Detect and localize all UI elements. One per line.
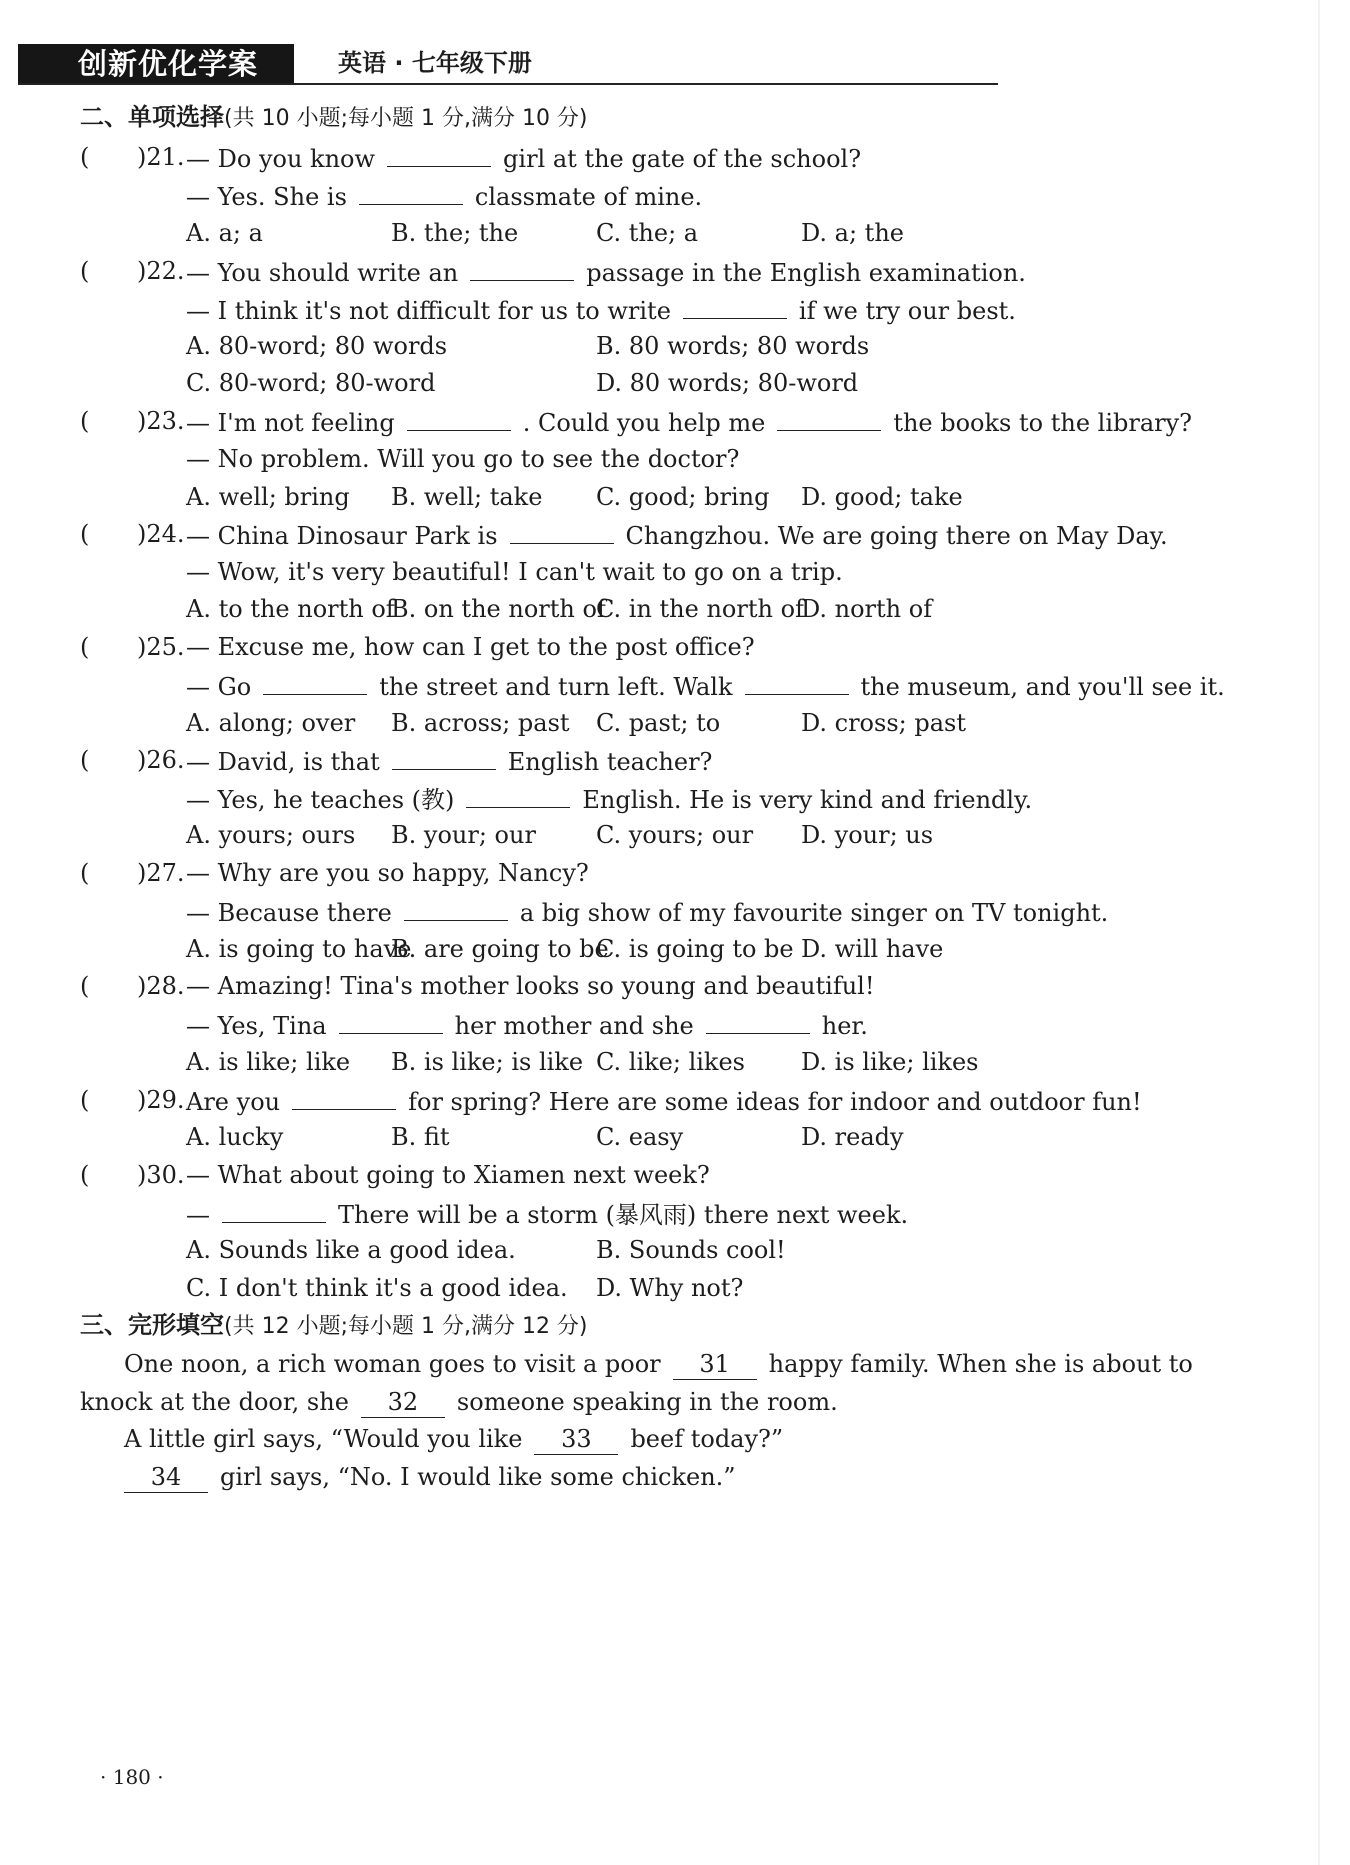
- option-d: D. is like; likes: [801, 1048, 979, 1076]
- answer-blank[interactable]: [387, 140, 491, 167]
- line-text: — Do you know: [186, 145, 376, 173]
- line-text: — China Dinosaur Park is: [186, 522, 498, 550]
- question-line: — Excuse me, how can I get to the post office?: [186, 633, 755, 661]
- line-text: — Go: [186, 673, 252, 701]
- question-line: [186, 254, 1026, 290]
- line-text: . Could you help me: [522, 409, 766, 437]
- line-text: — I think it's not difficult for us to write: [186, 297, 671, 325]
- option-c: C. in the north of: [596, 595, 804, 623]
- line-text: girl at the gate of the school?: [503, 145, 862, 173]
- cloze-paragraph-line: [124, 1347, 1193, 1381]
- answer-blank[interactable]: [470, 254, 574, 281]
- section-3-heading: [80, 1308, 588, 1344]
- line-text: — David, is that: [186, 748, 380, 776]
- page-number: · 180 ·: [100, 1765, 164, 1789]
- option-c: C. I don't think it's a good idea.: [186, 1274, 568, 1302]
- option-b: B. on the north of: [391, 595, 606, 623]
- cloze-text: One noon, a rich woman goes to visit a poor: [124, 1350, 661, 1378]
- line-text: — Yes, Tina: [186, 1012, 327, 1040]
- answer-blank[interactable]: [777, 404, 881, 431]
- question-number: )21.: [137, 143, 185, 171]
- answer-paren: (: [80, 633, 90, 661]
- option-d: D. north of: [801, 595, 933, 623]
- cloze-paragraph-line: [124, 1422, 783, 1456]
- line-text: English teacher?: [507, 748, 713, 776]
- answer-blank[interactable]: [466, 781, 570, 808]
- answer-blank[interactable]: [222, 1196, 326, 1223]
- line-text: for spring? Here are some ideas for indoor and outdoor fun!: [408, 1088, 1142, 1116]
- answer-paren: (: [80, 407, 90, 435]
- option-d: D. ready: [801, 1123, 904, 1151]
- question-line: — What about going to Xiamen next week?: [186, 1161, 710, 1189]
- question-number: )27.: [137, 859, 185, 887]
- option-c: C. good; bring: [596, 483, 770, 511]
- option-a: A. to the north of: [186, 595, 395, 623]
- question-number: )30.: [137, 1161, 185, 1189]
- line-text: classmate of mine.: [474, 183, 703, 211]
- section-3-note: (共 12 小题;每小题 1 分,满分 12 分): [224, 1314, 588, 1339]
- option-c: C. 80-word; 80-word: [186, 369, 436, 397]
- option-a: A. is going to have: [186, 935, 412, 963]
- line-text: — Yes. She is: [186, 183, 347, 211]
- answer-paren: (: [80, 143, 90, 171]
- line-text: the books to the library?: [893, 409, 1193, 437]
- answer-blank[interactable]: [404, 894, 508, 921]
- answer-paren: (: [80, 1161, 90, 1189]
- line-text: —: [186, 1201, 210, 1229]
- question-line: [186, 781, 1032, 817]
- option-b: B. well; take: [391, 483, 543, 511]
- line-text: — I'm not feeling: [186, 409, 395, 437]
- cloze-blank-31[interactable]: 31: [673, 1349, 757, 1380]
- book-series-badge: 创新优化学案: [18, 44, 294, 84]
- answer-paren: (: [80, 520, 90, 548]
- line-text: the museum, and you'll see it.: [860, 673, 1225, 701]
- option-a: A. lucky: [186, 1123, 284, 1151]
- cloze-text: happy family. When she is about to: [768, 1350, 1193, 1378]
- cloze-blank-32[interactable]: 32: [361, 1387, 445, 1418]
- cloze-text: A little girl says, “Would you like: [124, 1425, 523, 1453]
- answer-blank[interactable]: [745, 668, 849, 695]
- option-b: B. are going to be: [391, 935, 609, 963]
- option-c: C. like; likes: [596, 1048, 745, 1076]
- line-text: Are you: [186, 1088, 281, 1116]
- header-rule: [18, 83, 998, 85]
- line-text: passage in the English examination.: [586, 259, 1026, 287]
- line-text: a big show of my favourite singer on TV tonight.: [519, 899, 1109, 927]
- section-2-title: 二、单项选择: [80, 103, 224, 131]
- question-line: [186, 404, 1192, 440]
- cloze-text: someone speaking in the room.: [456, 1388, 838, 1416]
- option-a: A. is like; like: [186, 1048, 351, 1076]
- cloze-paragraph-line: [112, 1460, 736, 1494]
- option-d: D. good; take: [801, 483, 963, 511]
- line-text: — Yes, he teaches (教): [186, 786, 455, 814]
- question-line: [186, 140, 861, 176]
- question-line: [186, 292, 1016, 328]
- question-line: — Amazing! Tina's mother looks so young and beautiful!: [186, 972, 875, 1000]
- option-b: B. across; past: [391, 709, 570, 737]
- option-d: D. will have: [801, 935, 944, 963]
- line-text: the street and turn left. Walk: [379, 673, 733, 701]
- answer-paren: (: [80, 746, 90, 774]
- line-text: Changzhou. We are going there on May Day.: [625, 522, 1168, 550]
- line-text: if we try our best.: [798, 297, 1016, 325]
- line-text: English. He is very kind and friendly.: [582, 786, 1033, 814]
- cloze-text: girl says, “No. I would like some chicken.”: [220, 1463, 736, 1491]
- question-line: [186, 894, 1108, 930]
- question-line: — Wow, it's very beautiful! I can't wait to go on a trip.: [186, 558, 843, 586]
- option-b: B. Sounds cool!: [596, 1236, 786, 1264]
- question-line: [186, 517, 1168, 553]
- question-number: )26.: [137, 746, 185, 774]
- option-c: C. yours; our: [596, 821, 754, 849]
- option-a: A. yours; ours: [186, 821, 356, 849]
- answer-paren: (: [80, 257, 90, 285]
- option-b: B. the; the: [391, 219, 519, 247]
- cloze-blank-33[interactable]: 33: [534, 1424, 618, 1455]
- answer-paren: (: [80, 972, 90, 1000]
- cloze-text: beef today?”: [630, 1425, 784, 1453]
- section-2-note: (共 10 小题;每小题 1 分,满分 10 分): [224, 106, 588, 131]
- option-b: B. your; our: [391, 821, 536, 849]
- option-c: C. past; to: [596, 709, 721, 737]
- line-text: her mother and she: [454, 1012, 694, 1040]
- answer-blank[interactable]: [683, 292, 787, 319]
- option-a: A. 80-word; 80 words: [186, 332, 448, 360]
- answer-blank[interactable]: [407, 404, 511, 431]
- question-line: — No problem. Will you go to see the doctor?: [186, 445, 740, 473]
- scan-edge: [1318, 0, 1320, 1865]
- option-d: D. cross; past: [801, 709, 966, 737]
- line-text: — Because there: [186, 899, 392, 927]
- answer-paren: (: [80, 1086, 90, 1114]
- question-number: )22.: [137, 257, 185, 285]
- question-number: )25.: [137, 633, 185, 661]
- question-number: )23.: [137, 407, 185, 435]
- line-text: There will be a storm (暴风雨) there next week.: [338, 1201, 909, 1229]
- cloze-paragraph-line: [80, 1385, 838, 1419]
- question-number: )29.: [137, 1086, 185, 1114]
- answer-blank[interactable]: [292, 1083, 396, 1110]
- answer-blank[interactable]: [392, 743, 496, 770]
- answer-paren: (: [80, 859, 90, 887]
- question-line: [186, 743, 712, 779]
- option-d: D. Why not?: [596, 1274, 744, 1302]
- question-line: — Why are you so happy, Nancy?: [186, 859, 589, 887]
- question-line: [186, 178, 702, 214]
- option-c: C. easy: [596, 1123, 684, 1151]
- question-line: [186, 1083, 1142, 1119]
- option-d: D. your; us: [801, 821, 934, 849]
- cloze-text: knock at the door, she: [80, 1388, 349, 1416]
- answer-blank[interactable]: [359, 178, 463, 205]
- question-number: )24.: [137, 520, 185, 548]
- answer-blank[interactable]: [706, 1007, 810, 1034]
- section-2-heading: [80, 100, 588, 136]
- answer-blank[interactable]: [339, 1007, 443, 1034]
- question-line: [186, 668, 1225, 704]
- answer-blank[interactable]: [263, 668, 367, 695]
- option-b: B. 80 words; 80 words: [596, 332, 870, 360]
- cloze-blank-34[interactable]: 34: [124, 1462, 208, 1493]
- option-c: C. is going to be: [596, 935, 794, 963]
- subject-title: 英语 · 七年级下册: [338, 49, 532, 77]
- option-a: A. well; bring: [186, 483, 350, 511]
- option-b: B. is like; is like: [391, 1048, 584, 1076]
- option-d: D. a; the: [801, 219, 904, 247]
- option-d: D. 80 words; 80-word: [596, 369, 859, 397]
- question-line: [186, 1196, 908, 1232]
- question-line: [186, 1007, 868, 1043]
- question-number: )28.: [137, 972, 185, 1000]
- option-a: A. along; over: [186, 709, 356, 737]
- section-3-title: 三、完形填空: [80, 1311, 224, 1339]
- option-c: C. the; a: [596, 219, 699, 247]
- option-a: A. a; a: [186, 219, 263, 247]
- line-text: her.: [821, 1012, 868, 1040]
- option-b: B. fit: [391, 1123, 450, 1151]
- option-a: A. Sounds like a good idea.: [186, 1236, 516, 1264]
- line-text: — You should write an: [186, 259, 459, 287]
- answer-blank[interactable]: [510, 517, 614, 544]
